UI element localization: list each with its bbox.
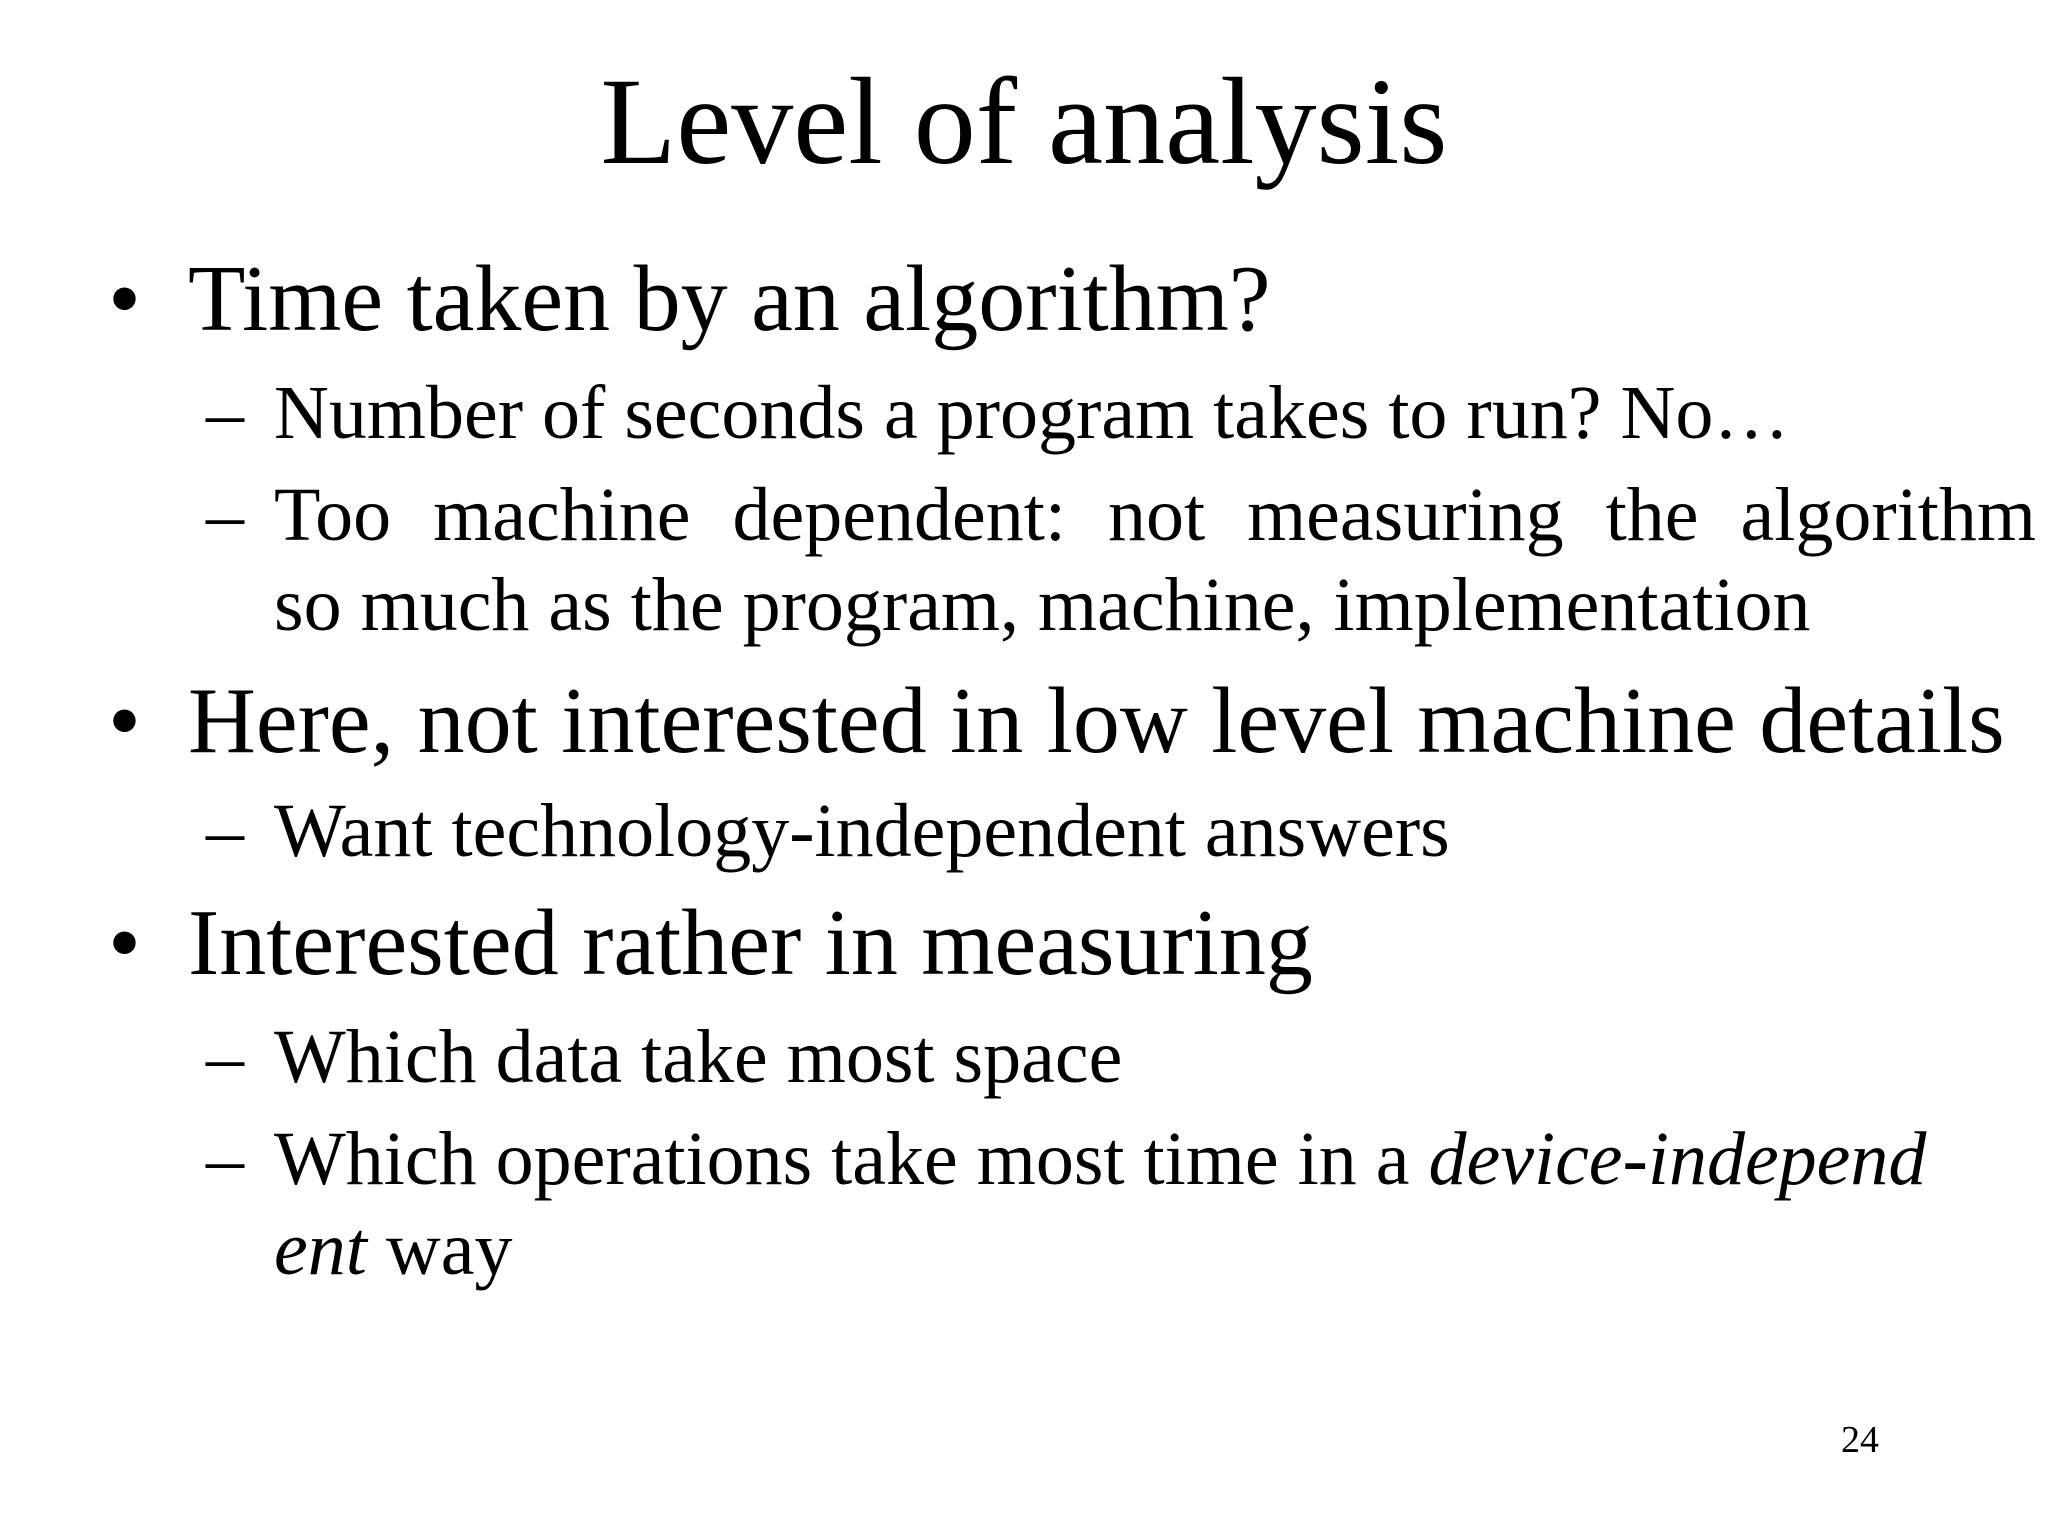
bullet-text: Time taken by an algorithm? bbox=[188, 247, 1271, 351]
dash-mark: – bbox=[206, 371, 244, 455]
sub-bullet-text: Which data take most space bbox=[274, 1015, 1123, 1099]
sub-bullet-text: Want technology-independent answers bbox=[274, 789, 1450, 873]
bullet-text: Interested rather in measuring bbox=[188, 891, 1313, 995]
bullet-mark: • bbox=[108, 247, 141, 351]
bullet-mark: • bbox=[108, 891, 141, 995]
sub-bullet-plain: Which operations take most time in a bbox=[274, 1117, 1429, 1201]
sub-bullet-italic: device-independ bbox=[1428, 1117, 1927, 1201]
dash-mark: – bbox=[206, 1015, 244, 1099]
sub-bullet-text bbox=[274, 470, 2036, 650]
sub-bullet-text bbox=[274, 1114, 1926, 1294]
bullet-mark: • bbox=[108, 669, 141, 773]
dash-mark: – bbox=[206, 789, 244, 873]
page-number: 24 bbox=[1841, 1419, 1879, 1461]
sub-bullet-line: Too machine dependent: not measuring the algorithm bbox=[274, 473, 2036, 557]
sub-bullet-italic: ent bbox=[274, 1207, 367, 1291]
bullet-text: Here, not interested in low level machine details bbox=[188, 669, 2005, 773]
slide-title: Level of analysis bbox=[600, 53, 1448, 190]
dash-mark: – bbox=[206, 473, 244, 557]
sub-bullet-text: Number of seconds a program takes to run? No… bbox=[274, 371, 1790, 455]
sub-bullet-line: so much as the program, machine, implementation bbox=[274, 563, 1811, 647]
sub-bullet-plain: way bbox=[366, 1207, 513, 1291]
dash-mark: – bbox=[206, 1117, 244, 1201]
